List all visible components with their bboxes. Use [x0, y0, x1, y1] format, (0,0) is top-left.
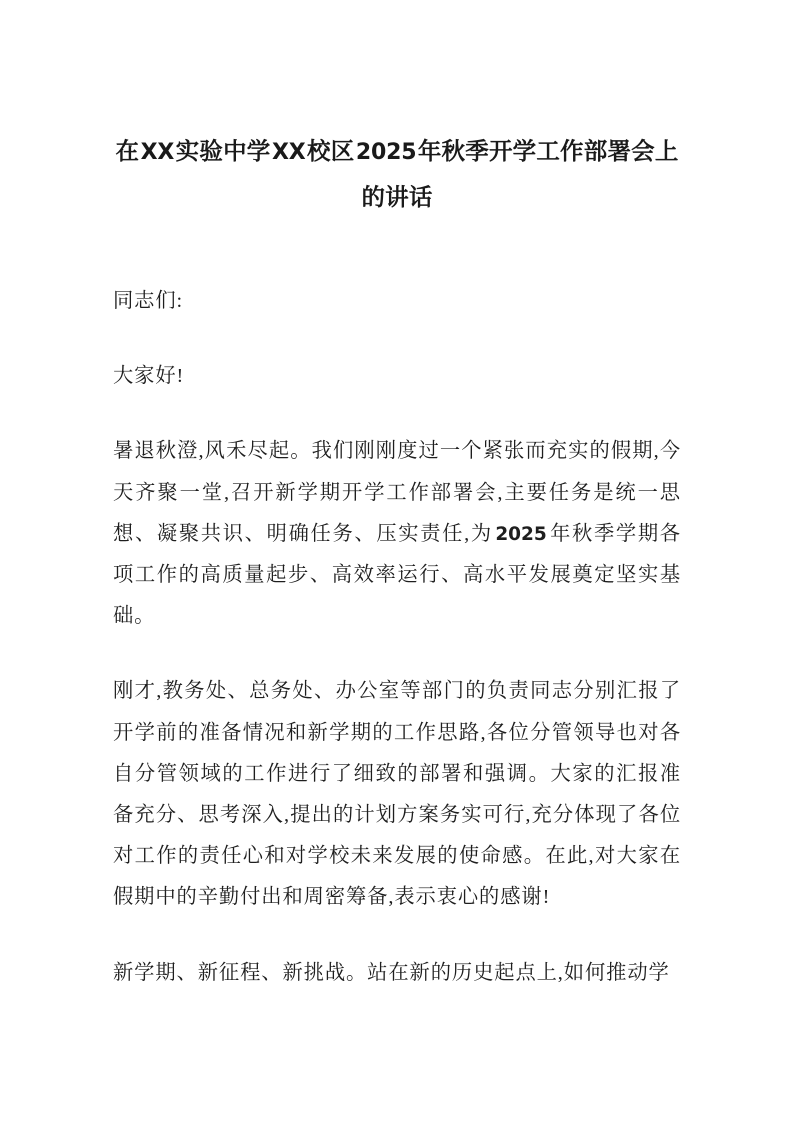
title-text-part-4: 年秋季开学工作部署会	[417, 138, 655, 164]
paragraph-segment: 暑退秋澄,风禾尽起。我们刚刚度过一个紧张而充实的假期,今天齐聚一堂,召开新学期开学工作部署会,主要任务是统一思想、凝聚共识、明确任务、压实责任,为	[113, 440, 681, 545]
page-title	[113, 0, 681, 219]
title-text-part-2: 实验中学	[175, 138, 271, 164]
title-text-part-1: 在	[115, 138, 140, 164]
paragraph-year-value: 2025	[495, 523, 547, 545]
title-campus-code-2: XX	[271, 140, 306, 165]
paragraph-acknowledgement: 刚才,教务处、总务处、办公室等部门的负责同志分别汇报了开学前的准备情况和新学期的工作思路,各位分管领导也对各自分管领域的工作进行了细致的部署和强调。大家的汇报准备充分、思考深入,提出的计划方案务实可行,充分体现了各位对工作的责任心和对学校未来发展的使命感。在此,对大家在假期中的辛勤付出和周密筹备,表示衷心的感谢!	[113, 680, 681, 909]
paragraph-segment: 年秋季学期各项工作的高质量起步、高效率运行、高水平发展奠定坚实基础。	[113, 522, 681, 628]
greeting: 大家好!	[113, 365, 185, 388]
salutation: 同志们:	[113, 290, 184, 312]
paragraph-opening-remarks	[113, 431, 681, 637]
paragraph-new-semester-outlook: 新学期、新征程、新挑战。站在新的历史起点上,如何推动学	[113, 961, 670, 984]
title-text-line-2: 上的讲话	[361, 138, 679, 210]
title-text-part-3: 校区	[307, 138, 355, 164]
title-campus-code-1: XX	[140, 140, 175, 165]
title-year: 2025	[355, 140, 417, 165]
document-content	[113, 0, 681, 994]
